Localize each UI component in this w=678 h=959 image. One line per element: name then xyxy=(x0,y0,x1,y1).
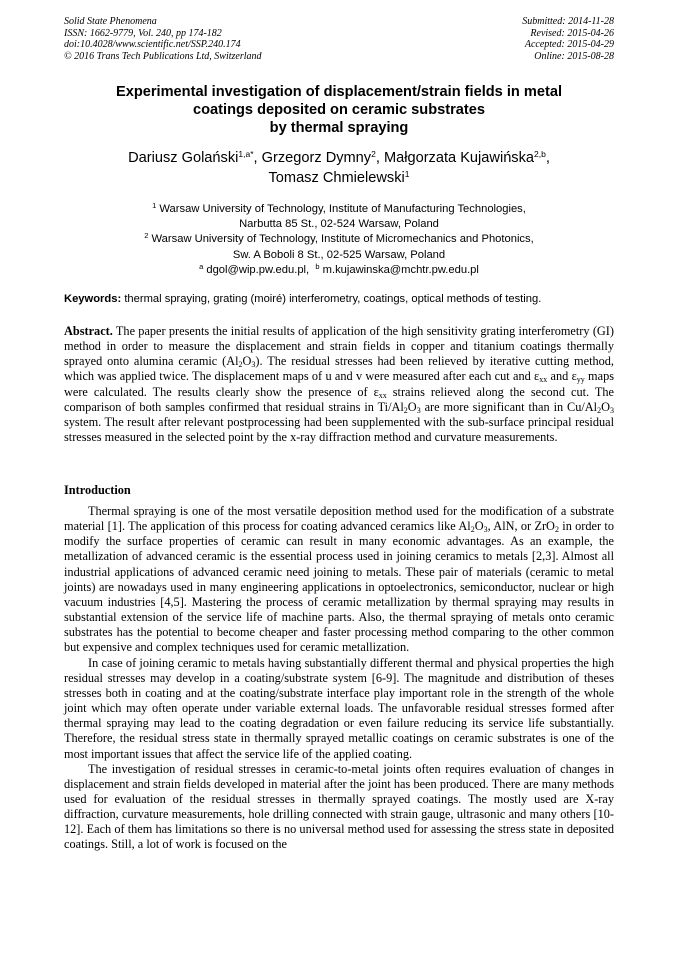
affiliation-1: Warsaw University of Technology, Institute of Manufacturing Technologies, xyxy=(159,203,526,215)
abstract-label: Abstract. xyxy=(64,324,113,338)
journal-name: Solid State Phenomena xyxy=(64,16,157,27)
keywords-text: thermal spraying, grating (moiré) interferometry, coatings, optical methods of testing. xyxy=(124,293,542,305)
email-link[interactable]: m.kujawinska@mchtr.pw.edu.pl xyxy=(322,263,479,276)
affiliations: $^1$ Warsaw University of Technology, Institute of Manufacturing Technologies, Narbutta 85 St., 02-524 Warsaw, Poland $^2$ Warsaw University of Technology, Institute of Micromechanics and Photonics, Sw. A Boboli 8 St., 02-525 Warsaw, Poland $^a$ dgol@wip.pw.edu.pl, $^b$ m.kujawinska@mchtr.pw.edu.pl xyxy=(64,202,614,278)
keywords xyxy=(64,292,624,306)
journal-info xyxy=(64,16,262,62)
submission-dates xyxy=(522,16,614,62)
paragraph: Thermal spraying is one of the most versatile deposition method used for the modification of a substrate material [1]. The application of this process for coating advanced ceramics like $Al_2O_3$, AlN, or ZrO$_2$ in order to modify the surface properties of ceramic can result in many economic advantages. As an example, the metallization of advanced ceramic is the essential process used in joining ceramics to metals [2,3]. Almost all industrial applications of advanced ceramic need joining to metals. These pair of materials (ceramic to metal joints) are nowadays used in many engineering applications in optoelectronics, semiconductor, nuclear or high vacuum industries [4,5]. Mastering the process of ceramic metallization by thermal spraying may results in substantial extension of the service life of machine parts. Also, the thermal spraying of metals onto ceramic substrates has the potential to become cheaper and faster processing method comparing to the other common but expensive and complex techniques used for ceramic metallization. xyxy=(64,504,614,655)
date-online: Online: 2015-08-28 xyxy=(534,50,614,62)
date-accepted: Accepted: 2015-04-29 xyxy=(524,39,614,50)
date-submitted: Submitted: 2014-11-28 xyxy=(522,16,614,27)
keywords-label: Keywords: xyxy=(64,293,122,305)
email-link[interactable]: dgol@wip.pw.edu.pl, xyxy=(206,263,310,276)
paragraph: In case of joining ceramic to metals having substantially different thermal and physical properties the high residual stresses may develop in a coating/substrate system [6-9]. The magnitude and distribution of theses stresses both in coating and at the coating/substrate interface play important role in the strength of the whole joint which may often operate under variable external loads. The unfavorable residual stresses formed after thermal spraying may lead to the coating degradation or even failure reducing its service life substantially. Therefore, the residual stress state in thermally sprayed metallic coatings on ceramic substrates is one of the most important issues that affect the service life of the applied coating. xyxy=(64,655,614,761)
paragraph: The investigation of residual stresses in ceramic-to-metal joints often requires evaluation of changes in displacement and strain fields developed in material after the joint has been produced. There are many methods used for evaluation of the residual stresses in thermally sprayed coatings. The mostly used are X-ray diffraction, curvature measurements, hole drilling connected with strain gauge, ultrasonic and many others [10-12]. Each of them has limitations so there is no universal method used for assessing the stress state in deposited coatings. Still, a lot of work is focused on the xyxy=(64,761,614,852)
author-name: Małgorzata Kujawińska xyxy=(383,150,535,166)
author-name: Grzegorz Dymny xyxy=(261,150,372,166)
journal-issn: ISSN: 1662-9779, Vol. 240, pp 174-182 xyxy=(64,27,222,39)
introduction-section xyxy=(64,504,614,853)
journal-doi: doi:10.4028/www.scientific.net/SSP.240.174 xyxy=(64,39,241,50)
section-heading-introduction: Introduction xyxy=(64,483,131,497)
author-name: Dariusz Golański xyxy=(128,150,239,166)
author-list: Dariusz Golański$^{1,a*}$, Grzegorz Dymny$^2$, Małgorzata Kujawińska$^{2,b}$, Tomasz Chmielewski$^1$ xyxy=(128,149,550,186)
date-revised: Revised: 2015-04-26 xyxy=(530,27,614,39)
paper-title: Experimental investigation of displacement/strain fields in metal coatings deposited on ceramic substrates by thermal spraying xyxy=(115,84,563,136)
abstract: Abstract. The paper presents the initial results of application of the high sensitivity grating interferometry (GI) method in order to measure the displacement and strain fields in copper and titanium coatings thermally sprayed onto alumina ceramic $(Al_2O_3)$. The residual stresses had been relieved by iterative cutting method, which was applied twice. The displacement maps of u and v were measured after each cut and $\varepsilon_{xx}$ and $\varepsilon_{yy}$ maps were calculated. The results clearly show the presence of $\varepsilon_{xx}$ strains relieved along the second cut. The comparison of both samples confirmed that residual strains in $Ti/Al_2O_3$ are more significant than in $Cu/Al_2O_3$ system. The result after relevant postprocessing had been supplemented with the sub-surface principal residual stresses measured in the selected point by the x-ray diffraction method and curvature measurements. xyxy=(64,324,615,445)
author-name: Tomasz Chmielewski xyxy=(268,170,405,186)
contact-emails: $^a$ dgol@wip.pw.edu.pl, $^b$ m.kujawinska@mchtr.pw.edu.pl xyxy=(199,261,479,276)
journal-copyright: © 2016 Trans Tech Publications Ltd, Switzerland xyxy=(64,50,262,62)
affiliation-2: Warsaw University of Technology, Institute of Micromechanics and Photonics, xyxy=(151,233,534,246)
